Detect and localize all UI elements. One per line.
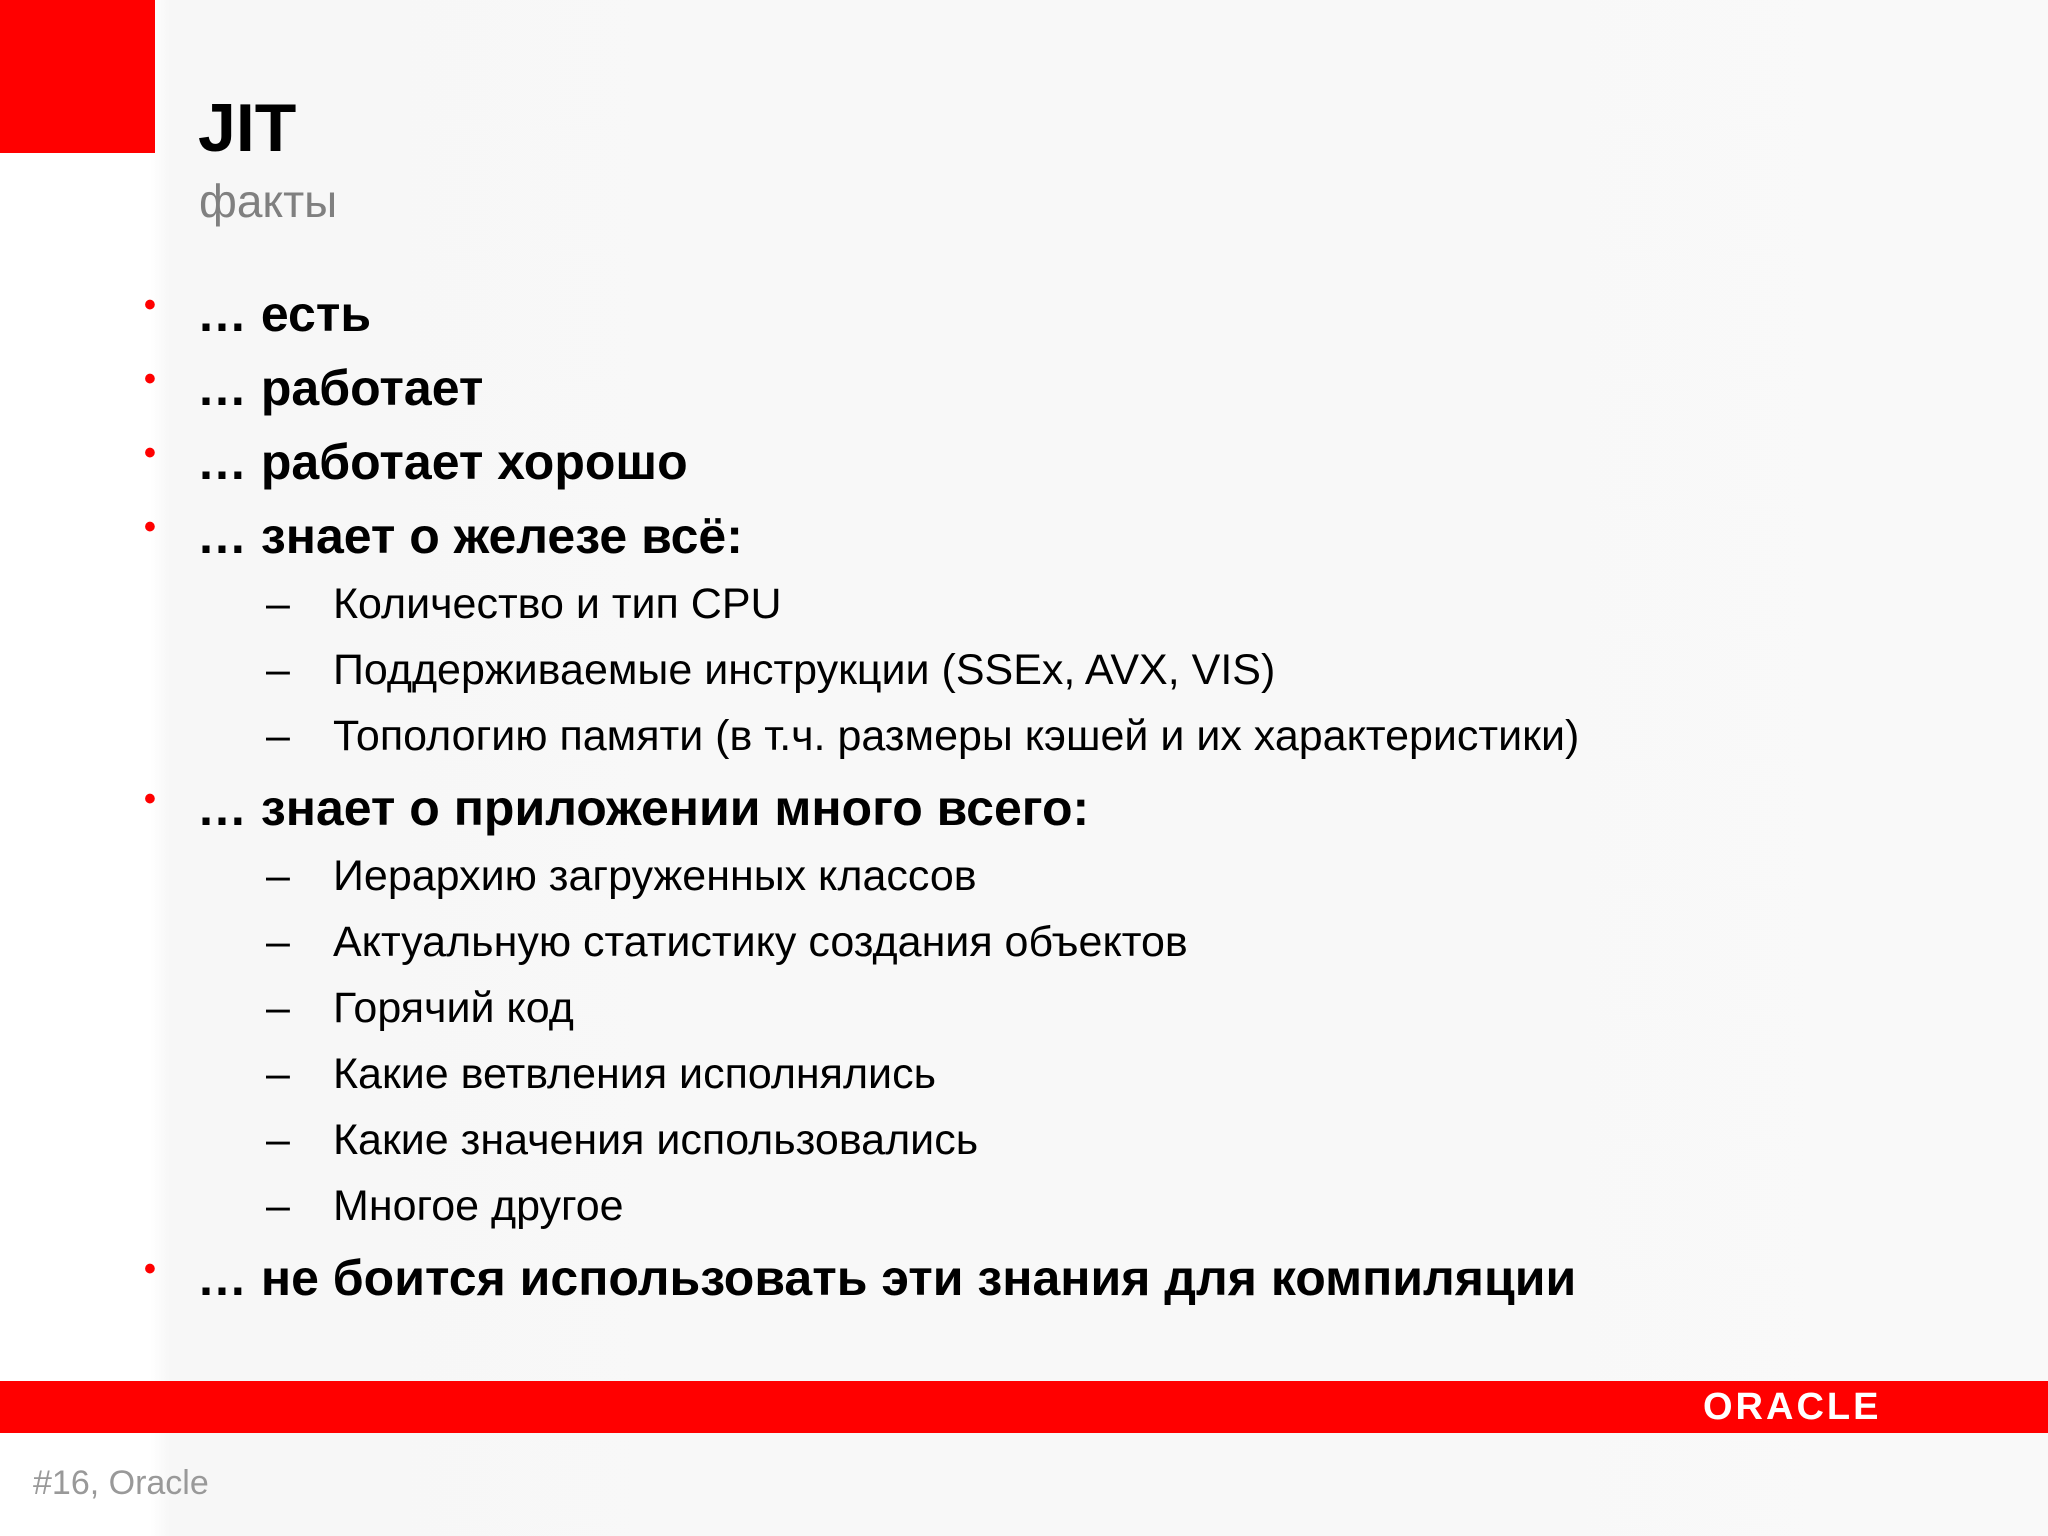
sub-item-text: Актуальную статистику создания объектов — [333, 918, 1188, 966]
dash-icon: – — [266, 1050, 290, 1098]
bullet-text: … работает — [197, 360, 484, 416]
dash-icon: – — [266, 984, 290, 1032]
sub-item-text: Количество и тип CPU — [333, 580, 782, 628]
bullet-text: … есть — [197, 286, 372, 342]
bullet-text: … работает хорошо — [197, 434, 688, 490]
dash-icon: – — [266, 712, 290, 760]
bullet-dot-icon: • — [144, 508, 156, 546]
dash-icon: – — [266, 852, 290, 900]
oracle-logo: ORACLE — [1703, 1386, 1882, 1428]
bullet-text: … знает о железе всё: — [197, 508, 743, 564]
slide-title: JIT — [198, 90, 297, 166]
bullet-text: … знает о приложении много всего: — [197, 780, 1090, 836]
sub-item-text: Поддерживаемые инструкции (SSEx, AVX, VIS) — [333, 646, 1276, 694]
bullet-dot-icon: • — [144, 434, 156, 472]
bullet-text: … не боится использовать эти знания для компиляции — [197, 1250, 1577, 1306]
sub-item-text: Какие ветвления исполнялись — [333, 1050, 936, 1098]
dash-icon: – — [266, 918, 290, 966]
dash-icon: – — [266, 646, 290, 694]
bullet-dot-icon: • — [144, 286, 156, 324]
slide-subtitle: факты — [199, 175, 338, 227]
dash-icon: – — [266, 1116, 290, 1164]
sub-item-text: Какие значения использовались — [333, 1116, 979, 1164]
bullet-dot-icon: • — [144, 1250, 156, 1288]
bullet-dot-icon: • — [144, 780, 156, 818]
sub-item-text: Многое другое — [333, 1182, 624, 1230]
sub-item-text: Горячий код — [333, 984, 574, 1032]
dash-icon: – — [266, 580, 290, 628]
sub-item-text: Иерархию загруженных классов — [333, 852, 977, 900]
corner-accent-block — [0, 0, 155, 153]
sub-item-text: Топологию памяти (в т.ч. размеры кэшей и их характеристики) — [333, 712, 1580, 760]
bullet-dot-icon: • — [144, 360, 156, 398]
slide-caption: #16, Oracle — [33, 1464, 209, 1502]
dash-icon: – — [266, 1182, 290, 1230]
